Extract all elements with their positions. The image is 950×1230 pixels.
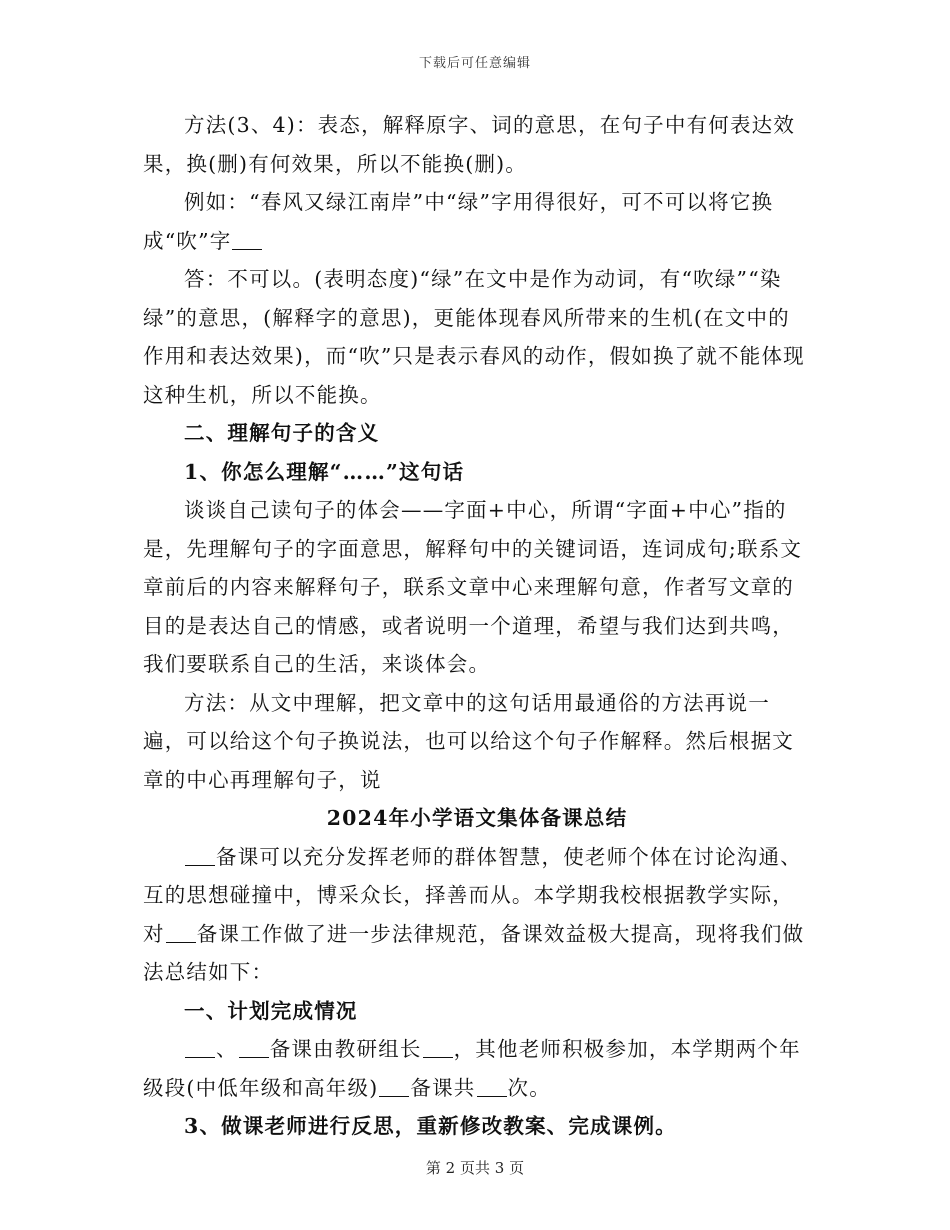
- document-body: [143, 106, 811, 1146]
- plan-detail-text-c: ，其他老师积极参加，本学期两个年级段(中低年级和高年级): [143, 1037, 801, 1100]
- subheading-how-understand: 1、你怎么理解“……”这句话: [184, 459, 465, 484]
- paragraph-intro: [143, 838, 811, 992]
- paragraph-method-understand: 方法：从文中理解，把文章中的这句话用最通俗的方法再说一遍，可以给这个句子换说法，也可以给这个句子作解释。然后根据文章的中心再理解句子，说: [143, 690, 794, 792]
- section-heading-plan-completion: 一、计划完成情况: [184, 998, 358, 1023]
- fill-blank: [239, 1057, 269, 1058]
- paragraph-method-3-4: 方法(3、4)：表态，解释原字、词的意思，在句子中有何表达效果，换(删)有何效果，所以不能换(删)。: [143, 113, 796, 176]
- paragraph-plan-detail: [143, 1030, 811, 1107]
- fill-blank: [477, 1096, 507, 1097]
- fill-blank: [232, 249, 262, 250]
- plan-detail-text-b: 备课由教研组长: [269, 1037, 422, 1061]
- paragraph-example: [143, 183, 811, 260]
- page-header: 下载后可任意编辑: [418, 56, 531, 71]
- section-heading-understand-sentence: 二、理解句子的含义: [184, 421, 380, 445]
- paragraph-answer: 答：不可以。(表明态度)“绿”在文中是作为动词，有“吹绿”“染绿”的意思，(解释字的意思)，更能体现春风所带来的生机(在文中的作用和表达效果)，而“吹”只是表示春风的动作，假如换了就不能体现这种生机，所以不能换。: [143, 267, 805, 407]
- subheading-reflection: 3、做课老师进行反思，重新修改教案、完成课例。: [184, 1114, 677, 1138]
- fill-blank: [423, 1057, 453, 1058]
- paragraph-intro-text-a: 备课可以充分发挥老师的群体智慧，使老师个体在讨论沟通、互的思想碰撞中，博采众长，择善而从。本学期我校根据教学实际，对: [143, 844, 802, 946]
- paragraph-example-text: 例如：“春风又绿江南岸”中“绿”字用得很好，可不可以将它换成“吹”字: [143, 190, 774, 253]
- page-footer: 第 2 页共 3 页: [425, 1159, 525, 1177]
- fill-blank: [185, 865, 215, 866]
- plan-detail-text-d: 备课共: [410, 1075, 476, 1100]
- fill-blank: [185, 1057, 215, 1058]
- fill-blank: [166, 942, 196, 943]
- plan-detail-sep: 、: [216, 1037, 238, 1061]
- paragraph-intro-text-b: 备课工作做了进一步法律规范，备课效益极大提高，现将我们做法总结如下：: [143, 921, 805, 984]
- paragraph-discuss-experience: 谈谈自己读句子的体会——字面+中心，所谓“字面+中心”指的是，先理解句子的字面意思，解释句中的关键词语，连词成句;联系文章前后的内容来解释句子，联系文章中心来理解句意，作者写文章的目的是表达自己的情感，或者说明一个道理，希望与我们达到共鸣，我们要联系自己的生活，来谈体会。: [143, 498, 803, 676]
- plan-detail-text-e: 次。: [507, 1075, 551, 1100]
- document-title: 2024年小学语文集体备课总结: [326, 806, 628, 830]
- fill-blank: [379, 1096, 409, 1097]
